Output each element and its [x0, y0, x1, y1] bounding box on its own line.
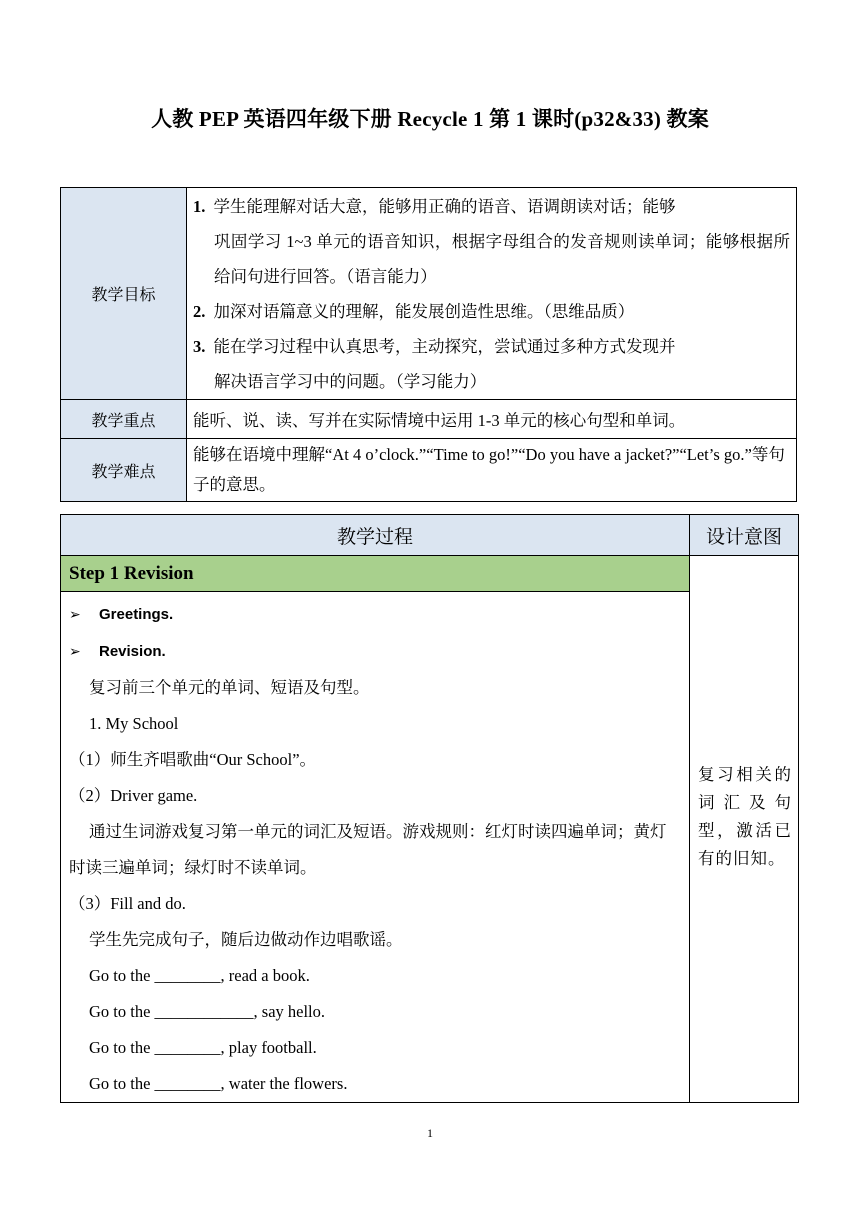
objective-item [193, 294, 790, 329]
bullet-text: Greetings. [99, 606, 174, 623]
intent-header: 设计意图 [690, 515, 799, 556]
objective-text: 能在学习过程中认真思考，主动探究，尝试通过多种方式发现并 [213, 337, 676, 356]
difficulty-label: 教学难点 [61, 439, 187, 502]
arrow-bullet-icon: ➢ [69, 643, 81, 659]
objectives-table [60, 187, 797, 502]
process-table [60, 514, 799, 1103]
bullet-item [69, 596, 681, 633]
step-body [61, 592, 690, 1103]
design-intent: 复习相关的词汇及句型，激活已有的旧知。 [690, 556, 799, 1103]
objective-text: 学生能理解对话大意，能够用正确的语音、语调朗读对话；能够 [213, 197, 676, 216]
step-title: Step 1 Revision [61, 556, 690, 592]
objective-item [193, 329, 790, 399]
unit-heading: 1. My School [89, 714, 179, 733]
activity-description: 学生先完成句子，随后边做动作边唱歌谣。 [89, 930, 403, 949]
objectives-row [61, 188, 797, 400]
bullet-item [69, 633, 681, 670]
objective-text-cont: 解决语言学习中的问题。（学习能力） [214, 372, 487, 391]
process-header-row [61, 515, 799, 556]
objective-number: 3. [193, 337, 206, 356]
objective-number: 2. [193, 302, 206, 321]
objective-item [193, 189, 790, 294]
objectives-content [187, 188, 797, 400]
step-row [61, 556, 799, 592]
step-body-row [61, 592, 799, 1103]
chant-line: Go to the ________, read a book. [89, 966, 310, 985]
page-number: 1 [427, 1126, 433, 1140]
process-header: 教学过程 [61, 515, 690, 556]
difficulty-row [61, 439, 797, 502]
review-intro: 复习前三个单元的单词、短语及句型。 [89, 678, 370, 697]
chant-line: Go to the ________, water the flowers. [89, 1074, 348, 1093]
focus-text: 能听、说、读、写并在实际情境中运用 1-3 单元的核心句型和单词。 [187, 400, 797, 439]
chant-line: Go to the ____________, say hello. [89, 1002, 326, 1021]
activity-item: （1）师生齐唱歌曲“Our School”。 [69, 750, 317, 769]
activity-description: 通过生词游戏复习第一单元的词汇及短语。游戏规则：红灯时读四遍单词；黄灯时读三遍单词；绿灯时不读单词。 [69, 822, 667, 877]
activity-item: （2）Driver game. [69, 786, 198, 805]
objective-text: 加深对语篇意义的理解，能发展创造性思维。（思维品质） [213, 302, 635, 321]
objectives-label: 教学目标 [61, 188, 187, 400]
page-title: 人教 PEP 英语四年级下册 Recycle 1 第 1 课时(p32&33) 教案 [151, 107, 709, 131]
objective-number: 1. [193, 197, 206, 216]
objective-text-cont: 巩固学习 1~3 单元的语音知识，根据字母组合的发音规则读单词；能够根据所给问句进行回答。（语言能力） [214, 232, 790, 286]
difficulty-text: 能够在语境中理解“At 4 o’clock.”“Time to go!”“Do you have a jacket?”“Let’s go.”等句子的意思。 [187, 439, 797, 502]
focus-label: 教学重点 [61, 400, 187, 439]
activity-item: （3）Fill and do. [69, 894, 186, 913]
chant-line: Go to the ________, play football. [89, 1038, 317, 1057]
focus-row [61, 400, 797, 439]
bullet-text: Revision. [99, 643, 166, 660]
arrow-bullet-icon: ➢ [69, 606, 81, 622]
